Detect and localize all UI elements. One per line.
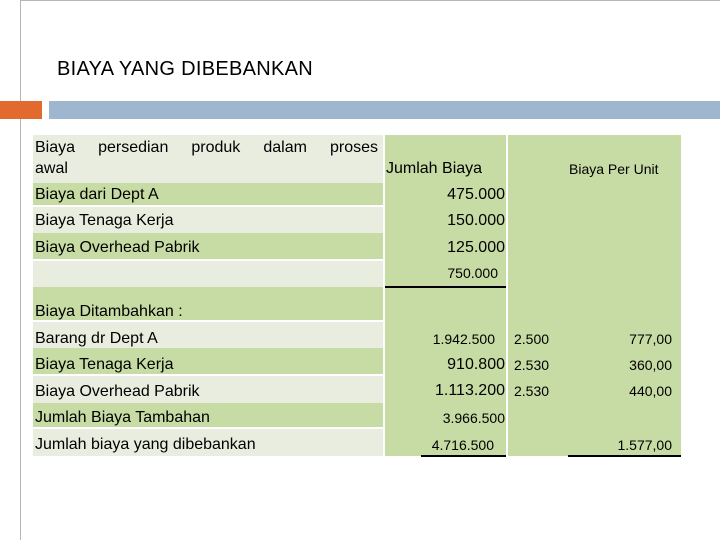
accent-bar-blue <box>49 101 720 119</box>
accent-bar-orange <box>0 101 42 119</box>
row-per-unit-overhead-tambah: 440,00 <box>629 383 672 399</box>
row-label-barang-dept-a: Barang dr Dept A <box>35 330 158 347</box>
row-value-overhead-tambah: 1.113.200 <box>435 382 505 399</box>
total-per-unit-underline <box>568 455 681 457</box>
row-unit-barang-dept-a: 2.500 <box>514 331 550 347</box>
column-header-jumlah-biaya: Jumlah Biaya <box>386 160 483 177</box>
row-label-biaya-dept-a: Biaya dari Dept A <box>35 186 159 203</box>
total-underline <box>421 455 506 457</box>
row-label-jumlah-tambahan: Jumlah Biaya Tambahan <box>35 409 210 426</box>
row-per-unit-jumlah-dibebankan: 1.577,00 <box>617 437 672 453</box>
row-value-tenaga-kerja-tambah: 910.800 <box>447 356 505 373</box>
row-value-barang-dept-a: 1.942.500 <box>432 331 495 347</box>
row-value-jumlah-dibebankan: 4.716.500 <box>431 437 494 453</box>
row-label-overhead-tambah: Biaya Overhead Pabrik <box>35 383 200 400</box>
row-unit-tenaga-kerja-tambah: 2.530 <box>514 357 550 373</box>
row-label-jumlah-dibebankan: Jumlah biaya yang dibebankan <box>35 436 256 453</box>
subtotal-awal: 750.000 <box>447 265 498 281</box>
frame-left-line <box>20 0 21 540</box>
row-label-tenaga-kerja: Biaya Tenaga Kerja <box>35 212 174 229</box>
grid-line-horizontal <box>33 374 383 376</box>
grid-line-vertical <box>383 135 385 456</box>
row-value-biaya-dept-a: 475.000 <box>447 186 505 203</box>
grid-line-vertical <box>506 135 508 456</box>
section-heading-ditambahkan: Biaya Ditambahkan : <box>35 303 183 320</box>
row-value-jumlah-tambahan: 3.966.500 <box>442 410 505 426</box>
row-value-overhead: 125.000 <box>447 239 505 256</box>
header-row-label: Biaya persedian produk dalam proses <box>35 139 378 156</box>
row-unit-overhead-tambah: 2.530 <box>514 383 550 399</box>
frame-top-line <box>20 0 720 1</box>
row-per-unit-barang-dept-a: 777,00 <box>629 331 672 347</box>
row-label-tenaga-kerja-tambah: Biaya Tenaga Kerja <box>35 356 174 373</box>
grid-line-horizontal <box>33 259 383 261</box>
subtotal-rule <box>385 286 506 288</box>
grid-line-horizontal <box>33 427 383 429</box>
row-per-unit-tenaga-kerja-tambah: 360,00 <box>629 357 672 373</box>
grid-line-horizontal <box>33 205 383 207</box>
row-label-overhead: Biaya Overhead Pabrik <box>35 239 200 256</box>
cell-bg-row <box>33 261 383 287</box>
slide-title: BIAYA YANG DIBEBANKAN <box>57 58 314 80</box>
header-row-label-cont: awal <box>35 160 68 177</box>
cost-table <box>33 135 681 456</box>
row-value-tenaga-kerja: 150.000 <box>447 212 505 229</box>
column-header-biaya-per-unit: Biaya Per Unit <box>569 161 659 177</box>
